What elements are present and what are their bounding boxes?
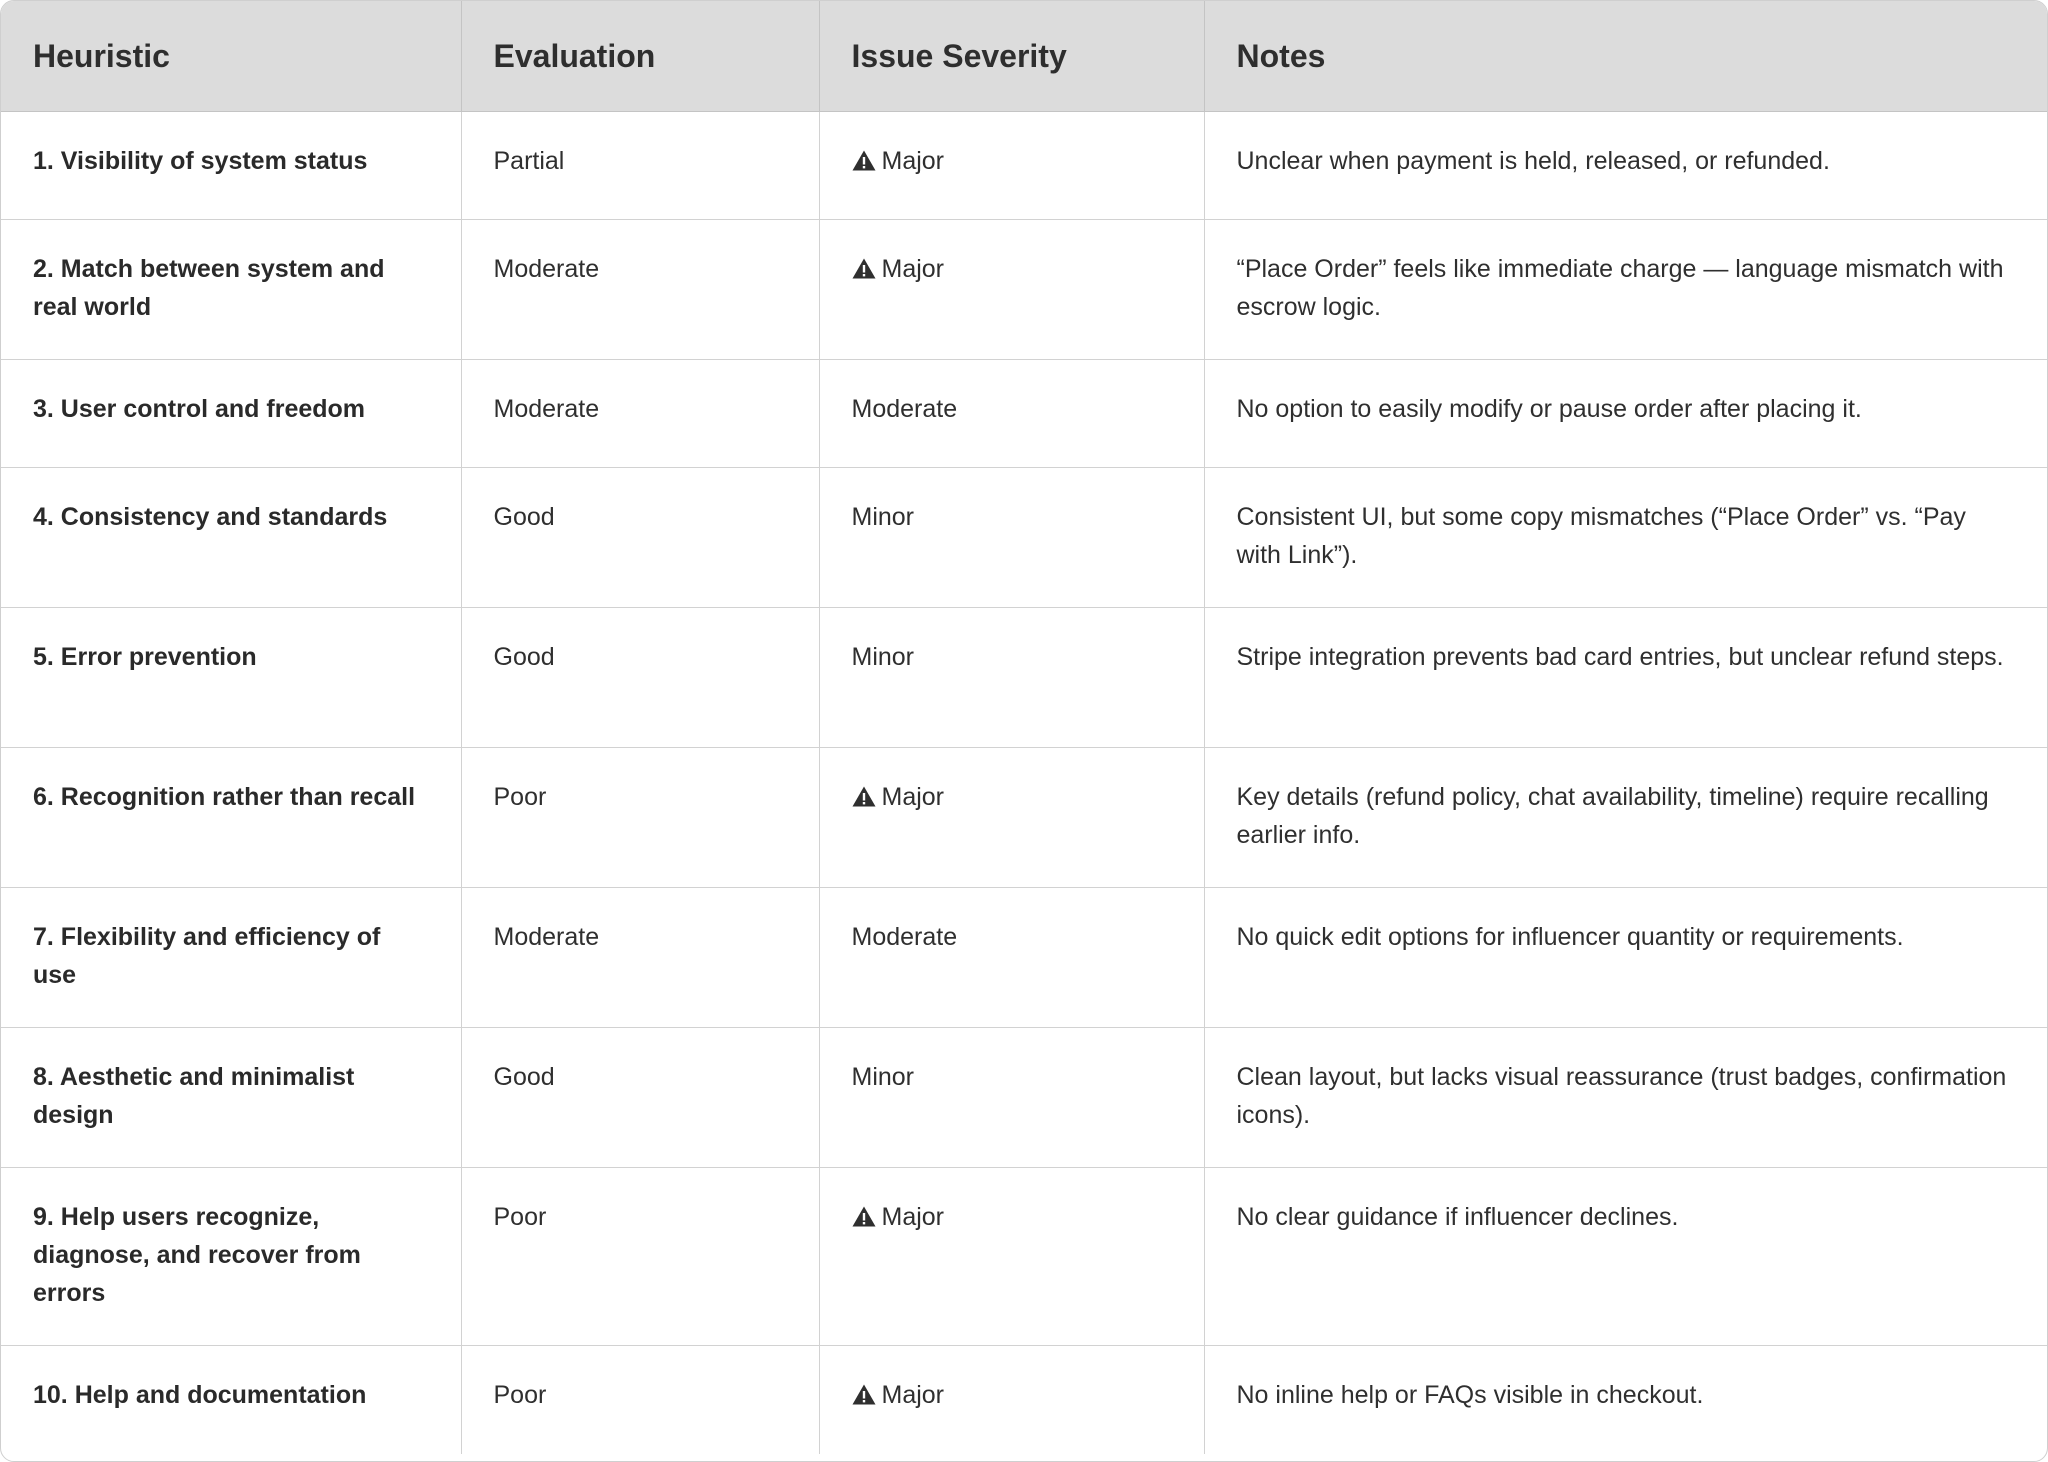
evaluation-cell: Poor xyxy=(461,1168,819,1346)
heuristic-cell: 3. User control and freedom xyxy=(1,360,461,468)
heuristic-cell: 4. Consistency and standards xyxy=(1,468,461,608)
header-issue-severity: Issue Severity xyxy=(819,1,1204,112)
heuristic-cell: 7. Flexibility and efficiency of use xyxy=(1,888,461,1028)
warning-icon xyxy=(852,1384,876,1405)
table-row xyxy=(1,112,2047,220)
severity-cell xyxy=(819,748,1204,888)
severity-cell xyxy=(819,112,1204,220)
notes-cell: Consistent UI, but some copy mismatches (“Place Order” vs. “Pay with Link”). xyxy=(1204,468,2047,608)
severity-label: Major xyxy=(881,1381,945,1409)
evaluation-cell: Partial xyxy=(461,112,819,220)
severity-label: Major xyxy=(881,1203,945,1231)
severity-label: Minor xyxy=(851,643,915,671)
severity-cell xyxy=(819,360,1204,468)
header-heuristic: Heuristic xyxy=(1,1,461,112)
warning-icon xyxy=(852,1206,876,1227)
heuristic-cell: 1. Visibility of system status xyxy=(1,112,461,220)
heuristic-cell: 8. Aesthetic and minimalist design xyxy=(1,1028,461,1168)
notes-cell: Key details (refund policy, chat availability, timeline) require recalling earlier info. xyxy=(1204,748,2047,888)
table-row xyxy=(1,468,2047,608)
evaluation-cell: Good xyxy=(461,1028,819,1168)
severity-cell xyxy=(819,1346,1204,1454)
heuristic-cell: 10. Help and documentation xyxy=(1,1346,461,1454)
evaluation-cell: Good xyxy=(461,608,819,748)
severity-label: Major xyxy=(881,783,945,811)
severity-cell xyxy=(819,468,1204,608)
warning-icon xyxy=(852,258,876,279)
table-row xyxy=(1,608,2047,748)
table-body xyxy=(1,112,2047,1454)
table-header xyxy=(1,1,2047,112)
table-row xyxy=(1,888,2047,1028)
table-row xyxy=(1,748,2047,888)
notes-cell: No inline help or FAQs visible in checkout. xyxy=(1236,1381,1704,1409)
table-row xyxy=(1,360,2047,468)
notes-cell: Stripe integration prevents bad card entries, but unclear refund steps. xyxy=(1204,608,2047,748)
notes-cell: No clear guidance if influencer declines. xyxy=(1204,1168,2047,1346)
notes-cell: No quick edit options for influencer quantity or requirements. xyxy=(1204,888,2047,1028)
severity-label: Minor xyxy=(851,503,915,531)
severity-label: Major xyxy=(881,147,945,175)
evaluation-table xyxy=(1,1,2047,1454)
severity-label: Major xyxy=(881,255,945,283)
table-row xyxy=(1,1028,2047,1168)
severity-label: Minor xyxy=(851,1063,915,1091)
heuristic-cell: 6. Recognition rather than recall xyxy=(1,748,461,888)
evaluation-cell: Moderate xyxy=(461,220,819,360)
header-row xyxy=(1,1,2047,112)
header-notes: Notes xyxy=(1204,1,2047,112)
severity-cell xyxy=(819,220,1204,360)
heuristic-cell: 5. Error prevention xyxy=(1,608,461,748)
severity-cell xyxy=(819,1168,1204,1346)
notes-cell: Clean layout, but lacks visual reassurance (trust badges, confirmation icons). xyxy=(1204,1028,2047,1168)
severity-cell xyxy=(819,888,1204,1028)
table-row xyxy=(1,1168,2047,1346)
notes-cell: Unclear when payment is held, released, or refunded. xyxy=(1204,112,2047,220)
evaluation-cell: Poor xyxy=(461,1346,819,1454)
severity-cell xyxy=(819,608,1204,748)
heuristic-cell: 2. Match between system and real world xyxy=(1,220,461,360)
severity-label: Moderate xyxy=(851,923,958,951)
evaluation-cell: Moderate xyxy=(461,888,819,1028)
evaluation-cell: Good xyxy=(461,468,819,608)
warning-icon xyxy=(852,786,876,807)
notes-cell: No option to easily modify or pause order after placing it. xyxy=(1204,360,2047,468)
heuristic-cell: 9. Help users recognize, diagnose, and recover from errors xyxy=(1,1168,461,1346)
severity-label: Moderate xyxy=(851,395,958,423)
table-row xyxy=(1,220,2047,360)
warning-icon xyxy=(852,150,876,171)
header-evaluation: Evaluation xyxy=(461,1,819,112)
table-row xyxy=(1,1346,2047,1454)
notes-cell: “Place Order” feels like immediate charge — language mismatch with escrow logic. xyxy=(1204,220,2047,360)
severity-cell xyxy=(819,1028,1204,1168)
evaluation-cell: Moderate xyxy=(461,360,819,468)
evaluation-cell: Poor xyxy=(461,748,819,888)
